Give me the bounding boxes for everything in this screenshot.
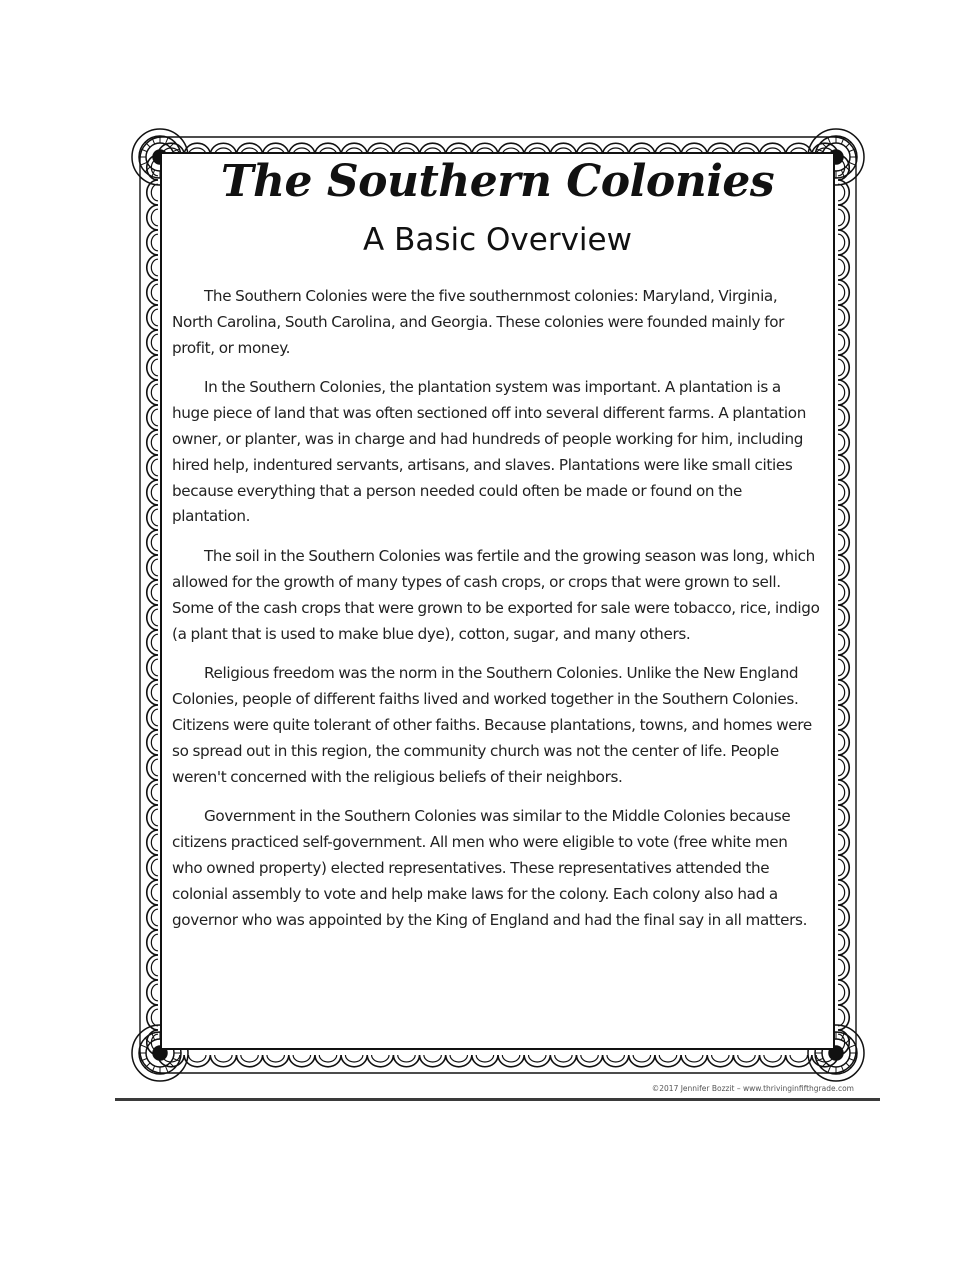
scallop-inner-arc bbox=[151, 559, 158, 576]
copyright-notice: ©2017 Jennifer Bozzit – www.thrivinginfifthgrade.com bbox=[651, 1084, 854, 1093]
scallop-arc bbox=[147, 930, 158, 955]
scallop-inner-arc bbox=[838, 309, 845, 326]
scallop-arc bbox=[147, 230, 158, 255]
scallop-arc bbox=[838, 480, 849, 505]
scallop-arc bbox=[838, 455, 849, 480]
paragraph-cash-crops: The soil in the Southern Colonies was fertile and the growing season was long, which allowed for the growth of many types of cash crops, or crops that were grown to sell. Some of the cash crops that were grown to be exported for sale were tobacco, rice, indigo (a plant that is used to make blue dye), cotton, sugar, and many others. bbox=[172, 547, 820, 643]
scallop-inner-arc bbox=[151, 609, 158, 626]
paragraph-colonies-intro: The Southern Colonies were the five southernmost colonies: Maryland, Virginia, North Carolina, South Carolina, and Georgia. These colonies were founded mainly for profit, or money. bbox=[172, 287, 785, 357]
scallop-inner-arc bbox=[838, 534, 845, 551]
scallop-inner-arc bbox=[838, 809, 845, 826]
scallop-arc bbox=[655, 1055, 681, 1067]
scallop-inner-arc bbox=[838, 459, 845, 476]
scallop-inner-arc bbox=[151, 534, 158, 551]
scallop-inner-arc bbox=[838, 959, 845, 976]
scallop-inner-arc bbox=[151, 709, 158, 726]
scallop-inner-arc bbox=[151, 809, 158, 826]
scallop-inner-arc bbox=[151, 509, 158, 526]
scallop-arc bbox=[838, 805, 849, 830]
scallop-arc bbox=[838, 255, 849, 280]
scallop-arc bbox=[147, 255, 158, 280]
scallop-inner-arc bbox=[790, 1055, 807, 1062]
scallop-arc bbox=[838, 355, 849, 380]
scallop-inner-arc bbox=[151, 884, 158, 901]
scallop-arc bbox=[147, 855, 158, 880]
scallop-arc bbox=[147, 380, 158, 405]
page-title: The Southern Colonies bbox=[220, 156, 775, 207]
scallop-arc bbox=[838, 305, 849, 330]
scallop-inner-arc bbox=[215, 1055, 232, 1062]
scallop-inner-arc bbox=[319, 1055, 336, 1062]
corner-medallion-spoke bbox=[849, 162, 855, 165]
scallop-arc bbox=[147, 730, 158, 755]
scallop-arc bbox=[263, 1055, 289, 1067]
scallop-inner-arc bbox=[151, 784, 158, 801]
scallop-arc bbox=[838, 505, 849, 530]
scallop-arc bbox=[838, 755, 849, 780]
scallop-inner-arc bbox=[838, 359, 845, 376]
scallop-arc bbox=[838, 880, 849, 905]
scallop-arc bbox=[147, 630, 158, 655]
scallop-arc bbox=[838, 580, 849, 605]
scallop-inner-arc bbox=[838, 184, 845, 201]
scallop-arc bbox=[838, 680, 849, 705]
scallop-arc bbox=[147, 555, 158, 580]
paragraph-government: Government in the Southern Colonies was similar to the Middle Colonies because citizens practiced self-government. All men who were eligible to vote (free white men who owned property) elected representatives. These representatives attended the colonial assembly to vote and help make laws for the colony. Each colony also had a governor who was appointed by the King of England and had the final say in all matters. bbox=[172, 807, 808, 929]
scallop-inner-arc bbox=[838, 634, 845, 651]
scallop-arc bbox=[147, 205, 158, 230]
scallop-inner-arc bbox=[838, 784, 845, 801]
scallop-arc bbox=[147, 405, 158, 430]
scallop-arc bbox=[393, 1055, 419, 1067]
scallop-inner-arc bbox=[151, 459, 158, 476]
scallop-arc bbox=[147, 705, 158, 730]
paragraph-religious-freedom: Religious freedom was the norm in the Southern Colonies. Unlike the New England Colonies, people of different faiths lived and worked together in the Southern Colonies. Citizens were quite tolerant of other faiths. Because plantations, towns, and homes were so spread out in this region, the community church was not the center of life. People weren't concerned with the religious beliefs of their neighbors. bbox=[172, 664, 812, 786]
scallop-arc bbox=[838, 330, 849, 355]
scallop-inner-arc bbox=[151, 909, 158, 926]
scallop-inner-arc bbox=[581, 1055, 598, 1062]
scallop-arc bbox=[472, 1055, 498, 1067]
scallop-arc bbox=[147, 480, 158, 505]
scallop-arc bbox=[838, 555, 849, 580]
scallop-inner-arc bbox=[151, 734, 158, 751]
scallop-arc bbox=[147, 605, 158, 630]
scallop-arc bbox=[838, 955, 849, 980]
scallop-arc bbox=[838, 205, 849, 230]
corner-medallion-spoke bbox=[141, 162, 147, 165]
scallop-arc bbox=[838, 655, 849, 680]
scallop-inner-arc bbox=[151, 684, 158, 701]
scallop-inner-arc bbox=[838, 384, 845, 401]
scallop-inner-arc bbox=[738, 1055, 755, 1062]
scallop-inner-arc bbox=[838, 684, 845, 701]
scallop-arc bbox=[147, 680, 158, 705]
scallop-inner-arc bbox=[838, 284, 845, 301]
scallop-inner-arc bbox=[151, 384, 158, 401]
scallop-arc bbox=[576, 1055, 602, 1067]
scallop-arc bbox=[147, 755, 158, 780]
scallop-arc bbox=[367, 1055, 393, 1067]
scallop-inner-arc bbox=[151, 659, 158, 676]
scallop-inner-arc bbox=[151, 634, 158, 651]
scallop-inner-arc bbox=[838, 484, 845, 501]
scallop-inner-arc bbox=[151, 759, 158, 776]
scallop-inner-arc bbox=[685, 1055, 702, 1062]
scallop-inner-arc bbox=[151, 434, 158, 451]
scallop-arc bbox=[838, 530, 849, 555]
scallop-inner-arc bbox=[838, 709, 845, 726]
scallop-arc bbox=[147, 505, 158, 530]
scallop-arc bbox=[147, 280, 158, 305]
scallop-arc bbox=[289, 1055, 315, 1067]
scallop-inner-arc bbox=[838, 434, 845, 451]
scallop-arc bbox=[147, 780, 158, 805]
scallop-arc bbox=[420, 1055, 446, 1067]
scallop-inner-arc bbox=[345, 1055, 362, 1062]
scallop-arc bbox=[838, 930, 849, 955]
scallop-inner-arc bbox=[838, 584, 845, 601]
scallop-inner-arc bbox=[151, 334, 158, 351]
scallop-inner-arc bbox=[241, 1055, 258, 1062]
scallop-arc bbox=[733, 1055, 759, 1067]
scallop-arc bbox=[838, 630, 849, 655]
scallop-arc bbox=[498, 1055, 524, 1067]
scallop-arc bbox=[147, 655, 158, 680]
scallop-arc bbox=[147, 330, 158, 355]
scallop-inner-arc bbox=[151, 859, 158, 876]
scallop-inner-arc bbox=[838, 509, 845, 526]
scallop-arc bbox=[838, 905, 849, 930]
scallop-inner-arc bbox=[838, 884, 845, 901]
scallop-inner-arc bbox=[151, 209, 158, 226]
scallop-inner-arc bbox=[838, 234, 845, 251]
scallop-arc bbox=[315, 1055, 341, 1067]
scallop-inner-arc bbox=[502, 1055, 519, 1062]
scallop-arc bbox=[147, 905, 158, 930]
scallop-arc bbox=[147, 355, 158, 380]
scallop-inner-arc bbox=[529, 1055, 546, 1062]
scallop-arc bbox=[236, 1055, 262, 1067]
scallop-inner-arc bbox=[838, 934, 845, 951]
scallop-inner-arc bbox=[424, 1055, 441, 1062]
scallop-arc bbox=[524, 1055, 550, 1067]
scallop-inner-arc bbox=[838, 259, 845, 276]
scallop-arc bbox=[147, 305, 158, 330]
scallop-arc bbox=[707, 1055, 733, 1067]
scallop-arc bbox=[210, 1055, 236, 1067]
scallop-inner-arc bbox=[838, 559, 845, 576]
scallop-inner-arc bbox=[151, 484, 158, 501]
scallop-arc bbox=[838, 780, 849, 805]
scallop-arc bbox=[838, 405, 849, 430]
scallop-arc bbox=[147, 580, 158, 605]
scallop-inner-arc bbox=[838, 909, 845, 926]
scallop-inner-arc bbox=[151, 584, 158, 601]
page-bottom-rule bbox=[115, 1098, 880, 1101]
scallop-arc bbox=[147, 430, 158, 455]
scallop-arc bbox=[838, 605, 849, 630]
scallop-inner-arc bbox=[838, 334, 845, 351]
scallop-arc bbox=[147, 880, 158, 905]
scallop-inner-arc bbox=[151, 259, 158, 276]
scallop-inner-arc bbox=[151, 309, 158, 326]
scallop-arc bbox=[629, 1055, 655, 1067]
scallop-arc bbox=[147, 980, 158, 1005]
scallop-inner-arc bbox=[189, 1055, 206, 1062]
scallop-inner-arc bbox=[398, 1055, 415, 1062]
scallop-inner-arc bbox=[607, 1055, 624, 1062]
scallop-arc bbox=[147, 805, 158, 830]
scallop-inner-arc bbox=[838, 409, 845, 426]
scallop-inner-arc bbox=[633, 1055, 650, 1062]
scallop-arc bbox=[838, 230, 849, 255]
scallop-inner-arc bbox=[838, 759, 845, 776]
corner-medallion-spoke bbox=[141, 1045, 147, 1048]
paragraph-plantation-system: In the Southern Colonies, the plantation system was important. A plantation is a huge piece of land that was often sectioned off into several different farms. A plantation owner, or planter, was in charge and had hundreds of people working for him, including hired help, indentured servants, artisans, and slaves. Plantations were like small cities because everything that a person needed could often be made or found on the plantation. bbox=[172, 378, 806, 526]
scallop-inner-arc bbox=[764, 1055, 781, 1062]
scallop-inner-arc bbox=[476, 1055, 493, 1062]
scallop-inner-arc bbox=[838, 1009, 845, 1026]
scallop-arc bbox=[838, 430, 849, 455]
scallop-arc bbox=[838, 705, 849, 730]
scallop-arc bbox=[838, 855, 849, 880]
scallop-arc bbox=[147, 955, 158, 980]
scallop-arc bbox=[341, 1055, 367, 1067]
scallop-inner-arc bbox=[372, 1055, 389, 1062]
scallop-inner-arc bbox=[151, 834, 158, 851]
scallop-inner-arc bbox=[555, 1055, 572, 1062]
scallop-arc bbox=[446, 1055, 472, 1067]
scallop-arc bbox=[550, 1055, 576, 1067]
scallop-inner-arc bbox=[838, 209, 845, 226]
scallop-arc bbox=[760, 1055, 786, 1067]
scallop-inner-arc bbox=[838, 734, 845, 751]
scallop-inner-arc bbox=[151, 959, 158, 976]
scallop-inner-arc bbox=[151, 934, 158, 951]
scallop-arc bbox=[147, 530, 158, 555]
scallop-inner-arc bbox=[450, 1055, 467, 1062]
scallop-arc bbox=[681, 1055, 707, 1067]
scallop-inner-arc bbox=[151, 984, 158, 1001]
scallop-arc bbox=[603, 1055, 629, 1067]
page-subtitle: A Basic Overview bbox=[363, 222, 632, 258]
scallop-arc bbox=[147, 455, 158, 480]
corner-medallion-spoke bbox=[849, 1045, 855, 1048]
scallop-inner-arc bbox=[151, 184, 158, 201]
scallop-arc bbox=[838, 830, 849, 855]
scallop-arc bbox=[838, 980, 849, 1005]
scallop-inner-arc bbox=[267, 1055, 284, 1062]
scallop-inner-arc bbox=[151, 409, 158, 426]
scallop-arc bbox=[147, 830, 158, 855]
scallop-inner-arc bbox=[151, 234, 158, 251]
scallop-inner-arc bbox=[151, 359, 158, 376]
scallop-arc bbox=[838, 280, 849, 305]
scallop-inner-arc bbox=[838, 609, 845, 626]
article-body bbox=[172, 284, 820, 947]
scallop-inner-arc bbox=[659, 1055, 676, 1062]
scallop-inner-arc bbox=[838, 984, 845, 1001]
scallop-inner-arc bbox=[838, 859, 845, 876]
scallop-inner-arc bbox=[151, 284, 158, 301]
scallop-inner-arc bbox=[838, 659, 845, 676]
scallop-inner-arc bbox=[151, 1009, 158, 1026]
scallop-inner-arc bbox=[712, 1055, 729, 1062]
scallop-arc bbox=[838, 380, 849, 405]
scallop-inner-arc bbox=[838, 834, 845, 851]
scallop-inner-arc bbox=[293, 1055, 310, 1062]
scallop-arc bbox=[838, 730, 849, 755]
